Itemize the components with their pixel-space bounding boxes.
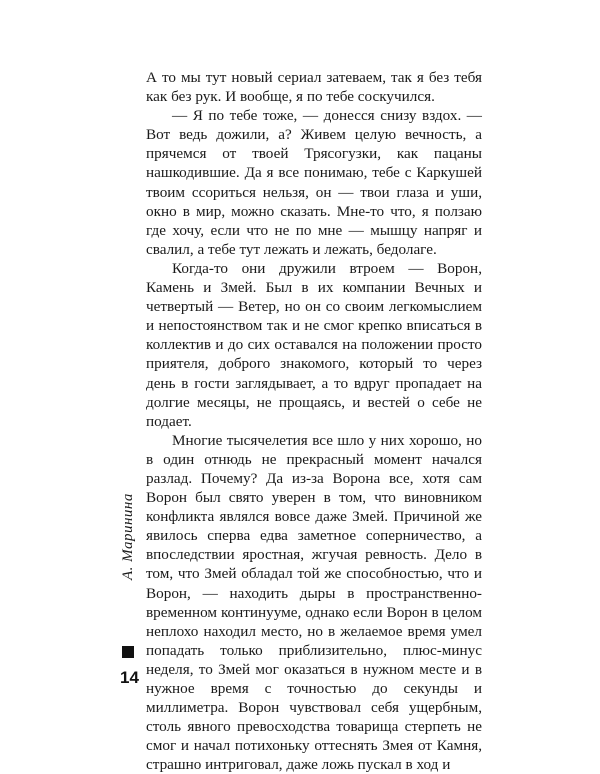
running-head-author: А. Маринина (120, 493, 136, 580)
page-body-text (146, 68, 482, 774)
paragraph: Многие тысячелетия все шло у них хорошо, но в один отнюдь не прекрасный момент начался разлад. Почему? Да из-за Ворона все, хотя сам Ворон был свято уверен в том, что виновником конфликта являлся вовсе даже Змей. Причиной же явилось сперва едва заметное соперничество, а впоследствии яростная, жгучая ревность. Дело в том, что Змей обладал той же способностью, что и Ворон, — находить дыры в пространственно-временном континууме, однако если Ворон в целом неплохо находил место, но в желаемое время умел попадать только приблизительно, плюс-минус неделя, то Змей мог оказаться в нужном месте и в нужное время с точностью до секунды и миллиметра. Ворон чувствовал себя ущербным, столь явного превосходства товарища стерпеть не смог и начал потихоньку оттеснять Змея от Камня, страшно интриговал, даже ложь пускал в ход и (146, 431, 482, 774)
page-marker-square (122, 646, 134, 658)
page-number: 14 (120, 668, 139, 687)
paragraph: Когда-то они дружили втроем — Ворон, Камень и Змей. Был в их компании Вечных и четвертый — Ветер, но он со своим легкомыслием и непостоянством так и не смог крепко вписаться в коллектив и до сих оставался на положении просто приятеля, доброго знакомого, который то через день в гости заглядывает, а то вдруг пропадает на долгие месяцы, не прощаясь, и вестей о себе не подает. (146, 259, 482, 430)
paragraph: А то мы тут новый сериал затеваем, так я без тебя как без рук. И вообще, я по тебе соскучился. (146, 69, 482, 106)
paragraph: — Я по тебе тоже, — донесся снизу вздох. — Вот ведь дожили, а? Живем целую вечность, а прячемся от твоей Трясогузки, как пацаны нашкодившие. Да я все понимаю, тебе с Каркушей твоим ссориться нельзя, он — твои глаза и уши, окно в мир, можно сказать. Мне-то что, я ползаю где хочу, если что не по мне — мышцу напряг и свалил, а тебе тут лежать и лежать, бедолаге. (146, 107, 482, 258)
